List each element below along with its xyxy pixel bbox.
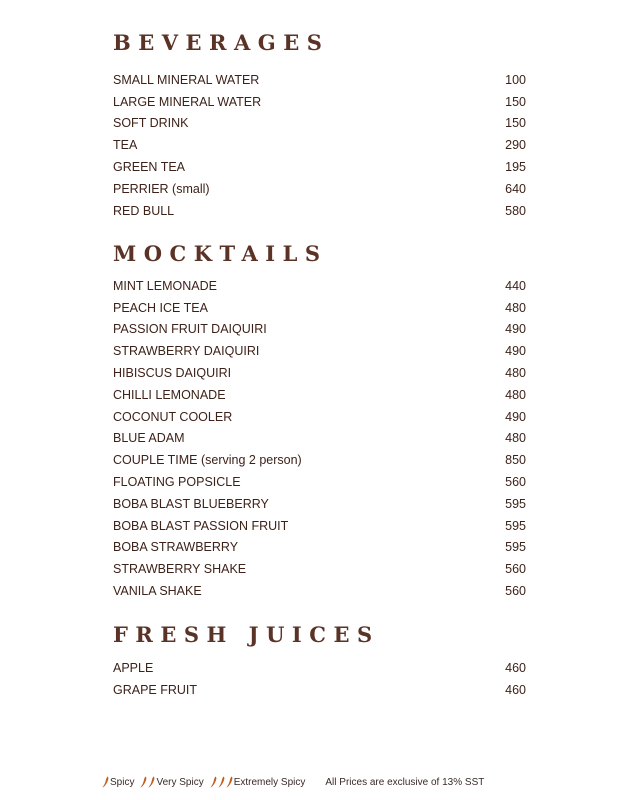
item-name: CHILLI LEMONADE [113, 387, 226, 402]
item-name: GREEN TEA [113, 160, 186, 175]
item-name: COCONUT COOLER [113, 409, 233, 424]
item-price: 595 [505, 540, 526, 555]
section-title-mocktails: MOCKTAILS [113, 241, 328, 266]
item-name: PASSION FRUIT DAIQUIRI [113, 322, 267, 337]
menu-item [113, 134, 526, 156]
item-price: 560 [505, 584, 526, 599]
menu-item [113, 340, 526, 362]
item-name: GRAPE FRUIT [113, 682, 198, 697]
item-name: TEA [113, 138, 138, 153]
menu-item [113, 362, 526, 384]
chili-icon [210, 776, 217, 788]
item-name: STRAWBERRY SHAKE [113, 562, 247, 577]
legend-label: Spicy [110, 776, 135, 788]
item-name: BOBA STRAWBERRY [113, 540, 239, 555]
menu-item [113, 428, 526, 450]
beverages-list [113, 69, 526, 222]
menu-item [113, 319, 526, 341]
item-name: BOBA BLAST PASSION FRUIT [113, 518, 289, 533]
item-name: STRAWBERRY DAIQUIRI [113, 344, 260, 359]
menu-item [113, 178, 526, 200]
item-price: 150 [505, 94, 526, 109]
menu-item [113, 537, 526, 559]
menu-item [113, 515, 526, 537]
legend-extremely-spicy [210, 776, 306, 788]
item-price: 480 [505, 431, 526, 446]
menu-item [113, 406, 526, 428]
item-price: 580 [505, 203, 526, 218]
menu-item [113, 91, 526, 113]
item-name: FLOATING POPSICLE [113, 475, 241, 490]
item-price: 460 [505, 682, 526, 697]
item-name: LARGE MINERAL WATER [113, 94, 262, 109]
footer-legend [102, 776, 484, 788]
item-name: BOBA BLAST BLUEBERRY [113, 496, 269, 511]
menu-item [113, 657, 526, 679]
item-price: 100 [505, 72, 526, 87]
item-name: PERRIER (small) [113, 181, 210, 196]
item-price: 560 [505, 562, 526, 577]
menu-item [113, 113, 526, 135]
chili-icon [148, 776, 155, 788]
item-price: 195 [505, 160, 526, 175]
item-price: 290 [505, 138, 526, 153]
mocktails-list [113, 275, 526, 602]
item-price: 150 [505, 116, 526, 131]
menu-item [113, 471, 526, 493]
item-name: APPLE [113, 660, 154, 675]
menu-item [113, 679, 526, 701]
item-name: SMALL MINERAL WATER [113, 72, 260, 87]
item-price: 490 [505, 322, 526, 337]
fresh-juices-list [113, 657, 526, 701]
chili-icon [226, 776, 233, 788]
chili-icon [140, 776, 147, 788]
chili-icon [102, 776, 109, 788]
item-price: 490 [505, 409, 526, 424]
menu-item [113, 156, 526, 178]
item-name: RED BULL [113, 203, 175, 218]
item-price: 440 [505, 278, 526, 293]
menu-item [113, 384, 526, 406]
menu-item [113, 69, 526, 91]
legend-spicy [102, 776, 134, 788]
menu-item [113, 449, 526, 471]
menu-item [113, 558, 526, 580]
section-title-fresh-juices: FRESH JUICES [113, 622, 380, 647]
item-price: 480 [505, 387, 526, 402]
price-note: All Prices are exclusive of 13% SST [325, 776, 485, 788]
menu-item [113, 493, 526, 515]
item-name: COUPLE TIME (serving 2 person) [113, 453, 302, 468]
chili-icon [218, 776, 225, 788]
section-title-beverages: BEVERAGES [113, 30, 330, 55]
item-price: 480 [505, 366, 526, 381]
legend-label: Extremely Spicy [233, 776, 306, 788]
menu-item [113, 275, 526, 297]
item-price: 850 [505, 453, 526, 468]
menu-item [113, 297, 526, 319]
item-name: PEACH ICE TEA [113, 300, 208, 315]
item-name: SOFT DRINK [113, 116, 189, 131]
menu-item [113, 580, 526, 602]
item-price: 490 [505, 344, 526, 359]
item-price: 640 [505, 181, 526, 196]
item-name: VANILA SHAKE [113, 584, 202, 599]
item-name: BLUE ADAM [113, 431, 185, 446]
legend-very-spicy [140, 776, 203, 788]
menu-item [113, 200, 526, 222]
item-price: 480 [505, 300, 526, 315]
item-price: 595 [505, 518, 526, 533]
item-name: MINT LEMONADE [113, 278, 217, 293]
item-price: 595 [505, 496, 526, 511]
item-price: 560 [505, 475, 526, 490]
item-price: 460 [505, 660, 526, 675]
item-name: HIBISCUS DAIQUIRI [113, 366, 232, 381]
legend-label: Very Spicy [156, 776, 204, 788]
